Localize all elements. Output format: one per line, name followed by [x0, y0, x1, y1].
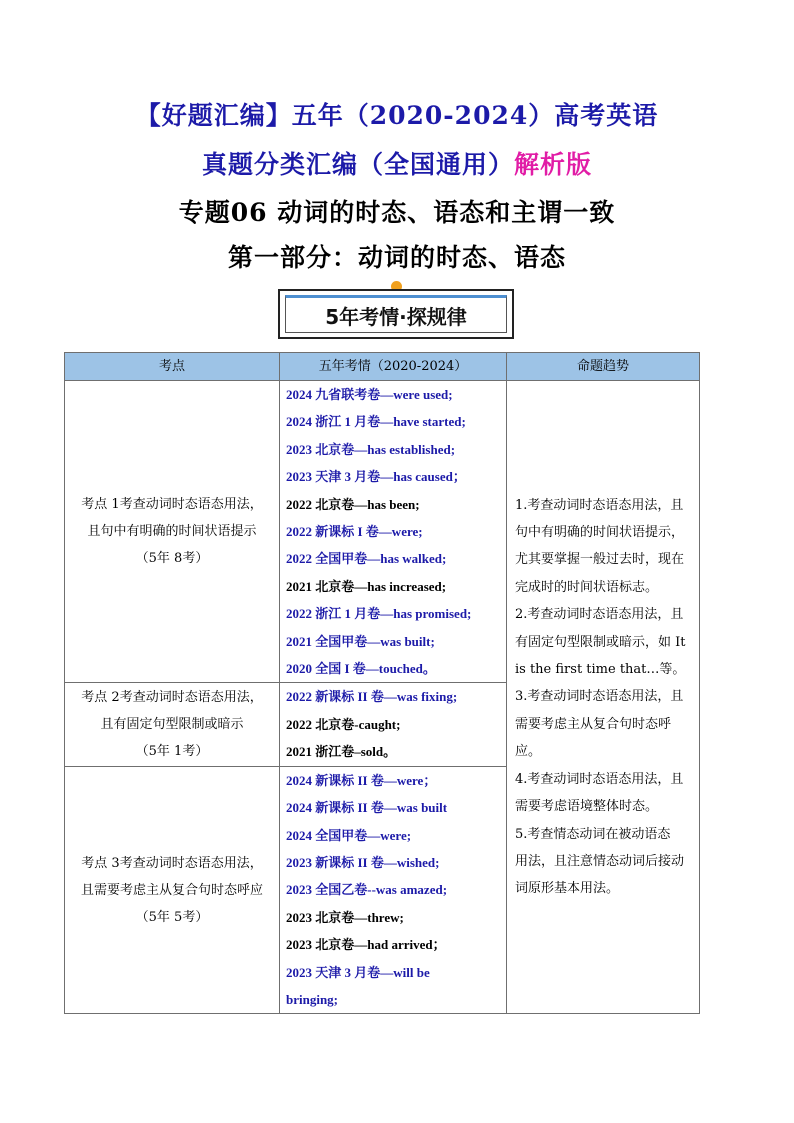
trend-text-line: 句中有明确的时间状语提示， — [515, 525, 685, 541]
doc-title-line-2 — [0, 145, 794, 181]
point-text-line: 且有固定句型限制或暗示 — [100, 717, 244, 733]
exam-case-item: 2022 新课标 II 卷—was fixing; — [286, 689, 458, 705]
trend-text-line: 3.考查动词时态语态用法，且 — [515, 689, 684, 705]
exam-case-item: 2022 北京卷—has been; — [286, 496, 420, 512]
part-title: 第一部分：动词的时态、语态 — [227, 243, 566, 272]
cases-cell — [280, 683, 507, 766]
trend-cell — [507, 381, 700, 1014]
exam-case-item: 2023 天津 3 月卷—will be — [286, 964, 430, 980]
trend-text-line: 4.考查动词时态语态用法，且 — [515, 771, 684, 787]
point-text-line: （5年 8考） — [135, 551, 209, 567]
exam-analysis-table — [64, 352, 700, 1014]
exam-case-item: 2023 北京卷—had arrived； — [286, 937, 446, 953]
exam-case-item: 2024 浙江 1 月卷—have started; — [286, 414, 466, 430]
cases-cell — [280, 766, 507, 1014]
cases-cell — [280, 381, 507, 683]
exam-case-item: 2023 全国乙卷--was amazed; — [286, 882, 448, 898]
point-text-line: 考点 3考查动词时态语态用法， — [81, 855, 263, 871]
trend-text-line: 尤其要掌握一般过去时，现在 — [515, 552, 685, 568]
header-cell-cases: 五年考情（2020-2024） — [280, 353, 507, 381]
exam-case-item: 2024 新课标 II 卷—was built — [286, 800, 448, 816]
exam-case-item: bringing; — [286, 991, 339, 1007]
exam-case-item: 2021 全国甲卷—was built; — [286, 633, 435, 649]
section-banner — [278, 289, 514, 339]
trend-text-line: 需要考虑主从复合句时态呼 — [515, 716, 672, 732]
exam-case-item: 2022 浙江 1 月卷—has promised; — [286, 606, 472, 622]
doc-title-line-1: 【好题汇编】五年（2020-2024）高考英语 — [135, 101, 659, 130]
exam-case-item: 2023 北京卷—threw; — [286, 909, 404, 925]
exam-case-item: 2024 全国甲卷—were; — [286, 827, 412, 843]
header-cell-trend: 命题趋势 — [507, 353, 700, 381]
trend-text-line: 词原形基本用法。 — [515, 881, 620, 897]
exam-case-item: 2022 全国甲卷—has walked; — [286, 551, 447, 567]
trend-text-line: 1.考查动词时态语态用法，且 — [515, 497, 684, 513]
exam-case-item: 2024 九省联考卷—were used; — [286, 387, 453, 402]
exam-case-item: 2020 全国 I 卷—touched。 — [286, 661, 436, 677]
point-text-line: 考点 2考查动词时态语态用法， — [81, 690, 263, 706]
point-cell — [65, 683, 280, 766]
trend-text-line: 用法，且注意情态动词后接动 — [515, 853, 685, 869]
trend-text-line: 需要考虑语境整体时态。 — [515, 799, 659, 815]
trend-text-line: is the first time that…等。 — [515, 662, 686, 678]
trend-text-line: 2.考查动词时态语态用法，且 — [515, 607, 684, 623]
point-cell — [65, 766, 280, 1014]
point-text-line: 考点 1考查动词时态语态用法， — [81, 497, 263, 513]
table-header-row — [65, 353, 700, 381]
header-cell-point: 考点 — [65, 353, 280, 381]
table-row — [65, 381, 700, 683]
point-text-line: （5年 5考） — [135, 909, 209, 925]
trend-text-line: 有固定句型限制或暗示，如 It — [515, 634, 686, 650]
exam-case-item: 2023 新课标 II 卷—wished; — [286, 854, 440, 870]
section-banner-label: 5年考情·探规律 — [285, 295, 507, 333]
exam-case-item: 2023 北京卷—has established; — [286, 441, 456, 457]
exam-case-item: 2022 新课标 I 卷—were; — [286, 524, 423, 540]
exam-case-item: 2022 北京卷-caught; — [286, 716, 401, 732]
doc-title-edition-tag: 解析版 — [514, 150, 593, 179]
trend-text-line: 5.考查情态动词在被动语态 — [515, 826, 671, 842]
point-text-line: 且需要考虑主从复合句时态呼应 — [80, 882, 263, 898]
doc-title-line-2-main: 真题分类汇编（全国通用） — [201, 150, 514, 179]
exam-case-item: 2024 新课标 II 卷—were； — [286, 772, 437, 788]
exam-case-item: 2021 北京卷—has increased; — [286, 578, 447, 594]
exam-case-item: 2021 浙江卷–sold。 — [286, 744, 397, 760]
point-text-line: （5年 1考） — [135, 744, 209, 760]
exam-case-item: 2023 天津 3 月卷—has caused； — [286, 469, 466, 485]
trend-text-line: 完成时的时间状语标志。 — [515, 579, 659, 595]
point-text-line: 且句中有明确的时间状语提示 — [87, 524, 257, 540]
topic-title: 专题06 动词的时态、语态和主谓一致 — [178, 198, 616, 227]
point-cell — [65, 381, 280, 683]
trend-text-line: 应。 — [515, 744, 542, 760]
